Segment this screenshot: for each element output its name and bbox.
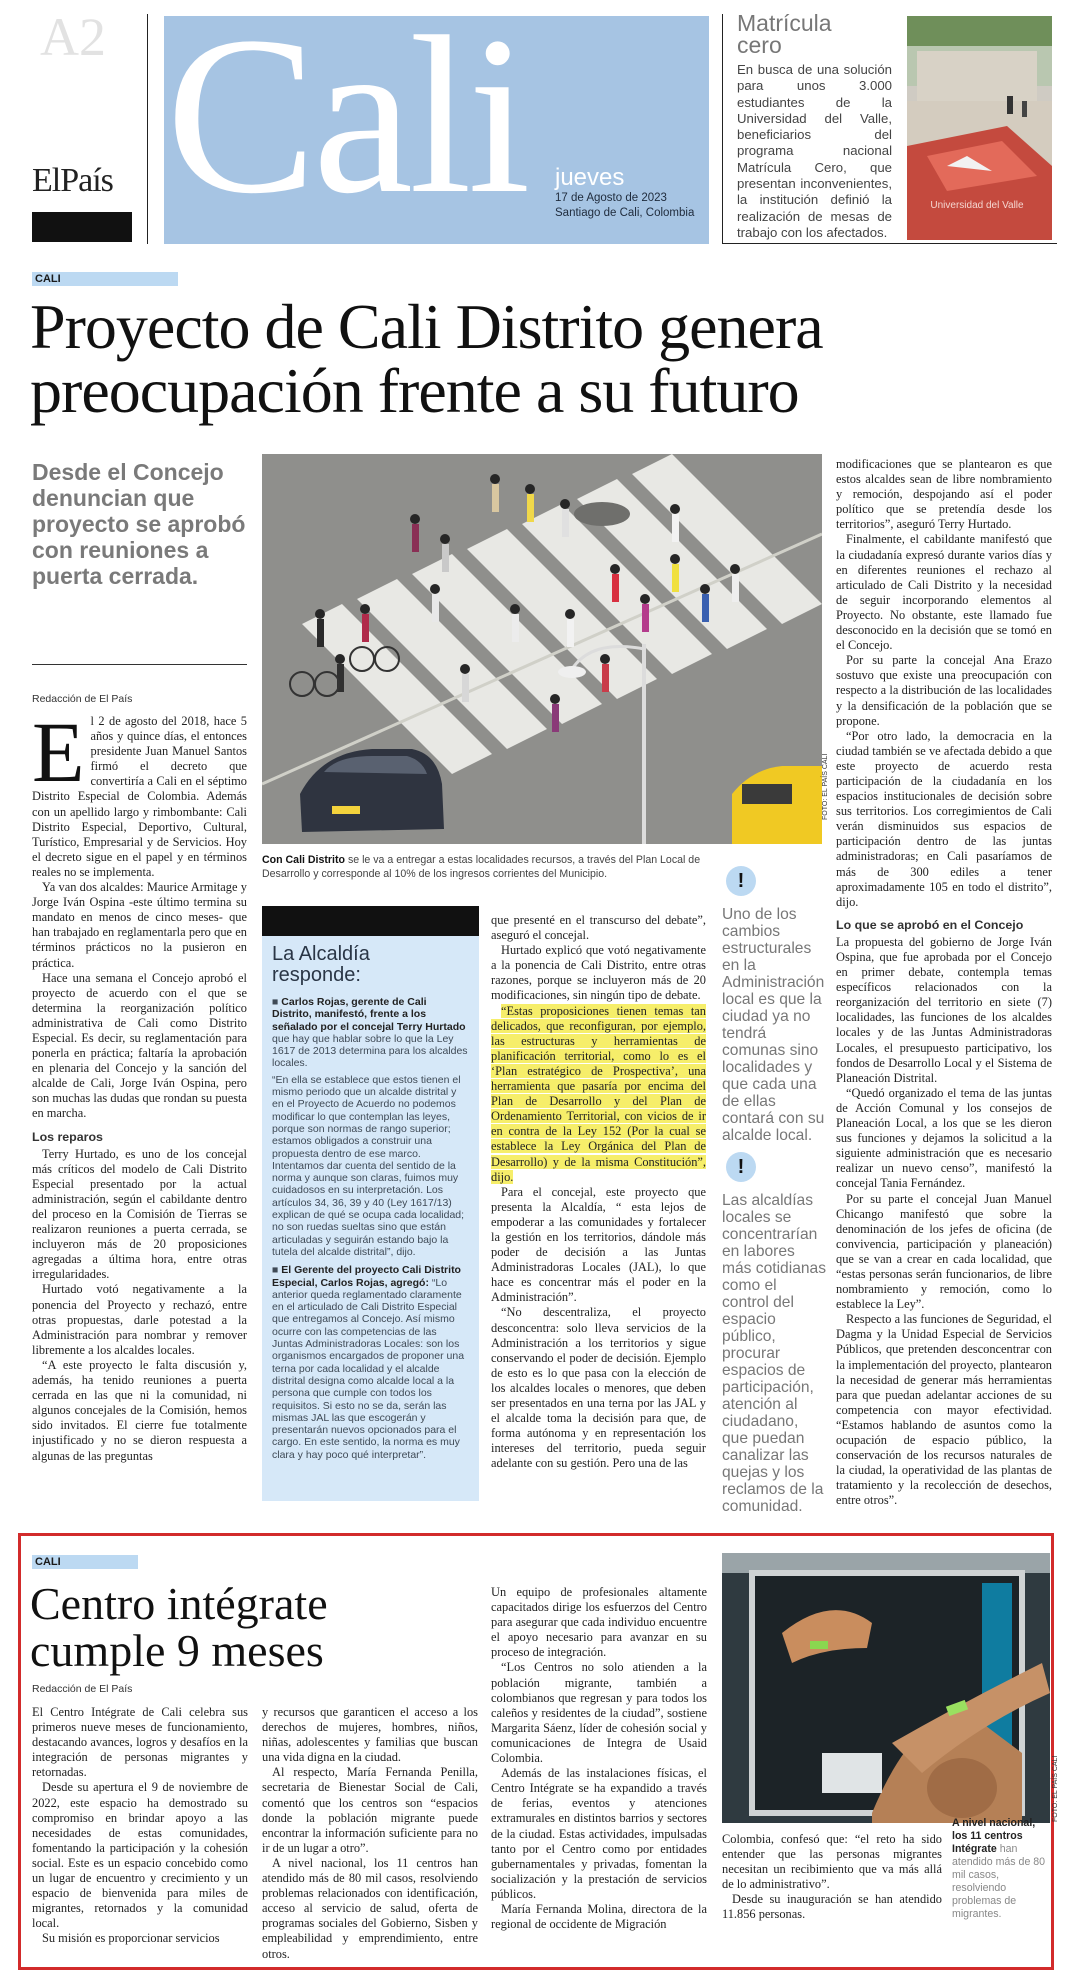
- crosswalk-photo: [262, 454, 822, 844]
- second-photo[interactable]: [722, 1553, 1050, 1823]
- teaser-title: Matrícula cero: [737, 10, 832, 58]
- masthead: [0, 0, 1080, 250]
- sign-text: Universidad del Valle: [930, 200, 1024, 211]
- second-column-2: y recursos que garanticen el acceso a los derechos de mujeres, hombres, niños, niñas, adolescentes y familias que buscan una vida digna en la ciudad. Al respecto, María Fernanda Penilla, secretaria de Bienestar Social de Cali, comentó que los centros son “espacios donde la población migrante puede encontrar la información suficiente para no ir de un lugar a otro”. A nivel nacional, los 11 centros han atendido más de 80 mil casos, resolviendo problemas relacionados con identificación, acceso al servicio de salud, oferta de programas sociales del Gobierno, Sisben y empleabilidad y emprendimiento, entre otros.: [262, 1705, 478, 1961]
- subhead-reparos: Los reparos: [32, 1129, 103, 1144]
- deck-rule: [32, 664, 247, 665]
- sidebar-header-bar: [262, 906, 479, 936]
- main-photo[interactable]: [262, 454, 822, 844]
- drop-cap: E: [32, 704, 85, 800]
- masthead-place: Santiago de Cali, Colombia: [555, 207, 695, 219]
- second-photo-caption: A nivel nacional, los 11 centros Intégrate han atendido más de 80 mil casos, resolviendo problemas de migrantes.: [952, 1817, 1046, 1920]
- masthead-day: jueves: [555, 164, 625, 191]
- sidebar-body: ■ Carlos Rojas, gerente de Cali Distrito, manifestó, frente a los señalado por el concejal Terry Hurtado que hay que hablar sobre lo que la Ley 1617 de 2013 determina para los alcaldes locales. “En ella se establece que estos tienen el mismo periodo que un alcalde distrital y en el Proyecto de Acuerdo no podemos modificar lo que contemplan las leyes, porque son normas de rango superior; estamos obligados a construir una propuesta dentro de ese marco. Intentamos dar cuenta del sentido de la norma y aunque son claras, fuimos muy cuidadosos en su interpretación. Los artículos 34, 36, 39 y 40 (Ley 1617/13) explican de qué se ocupa cada localidad; no son ruedas sueltas sino que están articuladas y seguirán estando bajo la tutela del alcalde distrital”, dijo. ■ El Gerente del proyecto Cali Distrito Especial, Carlos Rojas, agregó: “Lo anterior queda reglamentado claramente en el articulado de Cali Distrito Especial que entregamos al Concejo. Así mismo ocurre con las competencias de las Juntas Administradoras Locales: son los organismos encargados de proponer una terna por cada localidad y el alcalde distrital designa como alcalde local a la persona que cumple con todos los requisitos. Si esto no se da, serán las mismas JAL las que escogerán y presentarán nuevos opcionados para el cargo. En este sentido, la norma es muy clara y hay poco qué interpretar”.: [272, 996, 468, 1461]
- masthead-divider: [147, 14, 148, 244]
- masthead-date: 17 de Agosto de 2023: [555, 192, 667, 204]
- campus-photo: [907, 16, 1052, 240]
- migrants-photo: [722, 1553, 1050, 1823]
- article-column-1: E l 2 de agosto del 2018, hace 5 años y quince días, el entonces presidente Juan Manuel Santos firmó el decreto que convertiría a Cali en el séptimo Distrito Especial de Colombia. Además con un apellido largo y rimbombante: Cali Distrito Especial, Deportivo, Cultural, Turístico, Empresarial y de Servicios. Hoy el decreto sigue en el papel y en términos reales no se implementa. Ya van dos alcaldes: Maurice Armitage y Jorge Iván Ospina -este último termina su mandato en menos de cinco meses- que han trabajado en reglamentarla pero que en términos prácticos no la pusieron en práctica. Hace una semana el Concejo aprobó el proyecto de acuerdo con el que se determina la reorganización político administrativa de Cali como Distrito Especial. Es decir, su reglamentación para ponerla en práctica; faltaría la aprobación en plenaria del Concejo y la sanción del alcalde de Cali, Jorge Iván Ospina, pero son muchas las dudas que rondan su puesta en marcha. Los reparos Terry Hurtado, es uno de los concejal más críticos del modelo de Cali Distrito Especial presentado por la actual administración, según el cabildante dentro del proceso en la Comisión de Tierras se realizaron reuniones a puerta cerrada, se incluyeron más de 20 proposiciones agregadas a última hora, entre otras irregularidades. Hurtado votó negativamente a la ponencia del Proyecto y rechazó, entre otras propuestas, darle potestad a la Administración para nombrar y remover libremente a los alcaldes locales. “A este proyecto le falta discusión y, además, ha tenido reuniones a puerta cerrada en las que ni la comunidad, ni algunos concejales de la Comisión, hemos sido invitados. El cierre fue totalmente injustificado y no se dieron respuesta a algunas de las preguntas: [32, 704, 247, 1463]
- byline: Redacción de El País: [32, 693, 133, 705]
- photo-credit: FOTO: EL PAÍS CALI: [822, 753, 829, 820]
- section-tag: CALI: [32, 272, 178, 286]
- teaser-photo[interactable]: [907, 16, 1052, 240]
- sidebar-title: La Alcaldía responde:: [272, 943, 370, 986]
- brand-logo: ElPaís: [32, 162, 113, 199]
- photo-caption: Con Cali Distrito se le va a entregar a estas localidades recursos, a través del Plan Local de Desarrollo y corresponde al 10% de los ingresos corrientes del Municipio.: [262, 854, 701, 880]
- exclamation-icon: !: [726, 866, 756, 896]
- pull-quote-2: Las alcaldías locales se concentrarían en labores más cotidianas como el control del espacio público, procurar espacios de participación, atención al ciudadano, que puedan canalizar las quejas y los reclamos de la comunidad.: [722, 1192, 827, 1515]
- bullet-icon: ■: [272, 1264, 282, 1277]
- subhead-concejo: Lo que se aprobó en el Concejo: [836, 917, 1024, 932]
- section-banner: [164, 16, 709, 244]
- second-column-3: Un equipo de profesionales altamente capacitados dirige los esfuerzos del Centro para asegurar que cada individuo encuentre el apoyo necesario para avanzar en su proceso de integración. “Los Centros no solo atienden a la población migrante, también a colombianos que regresan y para todos los caleños y residentes de la ciudad”, sostiene Margarita Sáenz, líder de cohesión social y comunicaciones de Integra de Usaid Colombia. Además de las instalaciones físicas, el Centro Intégrate se ha expandido a través de ferias, eventos y atenciones extramurales en distintos barrios y sectores de la ciudad. Estas actividades, impulsadas tanto por el Centro como por entidades gubernamentales y privadas, fomentan la socialización y la prestación de servicios públicos. María Fernanda Molina, directora de la regional de occidente de Migración: [491, 1585, 707, 1932]
- teaser-box[interactable]: [722, 14, 723, 244]
- exclamation-icon: !: [726, 1152, 756, 1182]
- highlighted-quote: “Estas proposiciones tienen temas tan delicados, que reconfiguran, por ejemplo, las estructuras y herramientas de planificación territorial, como lo es el ‘Plan estratégico de Prospectiva’, una herramienta que pasaría por encima del Plan de Desarrollo y del Plan de Ordenamiento Territorial, con vicios de ir en contra de la Ley 152 (Por la cual se establece la Ley Orgánica del Plan de Desarrollo) y de la misma Constitución”, dijo.: [491, 1003, 706, 1184]
- teaser-text: En busca de una solución para unos 3.000 estudiantes de la Universidad del Valle, beneficiarios del programa nacional Matrícula Cero, que presentan inconvenientes, la institución definió la realización de mesas de trabajo con los afectados.: [737, 62, 892, 240]
- second-column-4: Colombia, confesó que: “el reto ha sido entender que las personas migrantes necesitan un recibimiento que va más allá de lo administrativo”. Desde su inauguración se han atendido 11.856 personas.: [722, 1832, 942, 1922]
- second-column-1: El Centro Intégrate de Cali celebra sus primeros nueve meses de funcionamiento, destacando avances, logros y desafíos en la integración de personas migrantes y retornadas. Desde su apertura el 9 de noviembre de 2022, este espacio ha demostrado su compromiso en brindar apoyo a las necesidades de estas comunidades, fomentando la participación y la cohesión social. Este es un espacio concebido como un lugar de encuentro y crecimiento y un espacio de bienvenida para miles de migrantes, retornados y la comunidad local. Su misión es proporcionar servicios: [32, 1705, 248, 1946]
- brand-bar: [32, 212, 132, 242]
- deck: Desde el Concejo denuncian que proyecto se aprobó con reuniones a puerta cerrada.: [32, 459, 246, 589]
- second-photo-credit: FOTO: EL PAÍS CALI: [1052, 1755, 1059, 1822]
- second-byline: Redacción de El País: [32, 1683, 133, 1695]
- article-column-5: modificaciones que se plantearon es que estos alcaldes sean de libre nombramiento y remoción, despojando así el poder político que se pretendía desde los territorios”, aseguró Terry Hurtado. Finalmente, el cabildante manifestó que la ciudadanía expresó durante varios días y en diferentes reuniones el rechazo al articulado de Cali Distrito y la necesidad de seguir incorporando elementos al Proyecto. No obstante, este llamado fue desconocido en la decisión que se tomó en el Concejo. Por su parte la concejal Ana Erazo sostuvo que existe una preocupación con respecto a la distribución de las localidades y la densificación de la población que se propone. “Por otro lado, la democracia en la ciudad también se ve afectada debido a que este proyecto de acuerdo resta participación de la ciudadanía en los espacios institucionales de decisión sobre sus territorios. Los corregimientos de Cali verán disminuidos sus espacios de participación dentro de las juntas administradoras; en Cali pasaríamos de más de 300 ediles a tener aproximadamente 105 en todo el distrito”, dijo. Lo que se aprobó en el Concejo La propuesta del gobierno de Jorge Iván Ospina, que fue aprobada por el Concejo en primer debate, contempla temas específicos relacionados con la reorganización del territorio en siete (7) localidades, las funciones de los alcaldes locales y de las Juntas Administradoras Locales, el presupuesto participativo, los fondos de Desarrollo Local y el Sistema de Planeación Distrital. “Quedó organizado el tema de las juntas de Acción Comunal y los consejos de Planeación Local, a los que se les dieron sus funciones y dejamos la solicitud a la siguiente administración que es necesario realizar un nuevo censo”, manifestó la concejal Tania Fernández. Por su parte el concejal Juan Manuel Chicango manifestó que sobre la denominación de los jefes de oficina (de convivencia, participación y planeación) que se van a crear en cada localidad, que “estas personas serán funcionarios, de libre nombramiento y remoción, como lo establece la Ley”. Respecto a las funciones de Seguridad, el Dagma y la Unidad Especial de Servicios Públicos, que pretenden desconcentrar con la implementación del proyecto, plantearon la necesidad de generar más herramientas para que puedan adelantar acciones de su competencia con mayor efectividad. “Estamos hablando de asuntos como la ocupación de espacio público, la conservación de los recursos naturales de la ciudad, la operatividad de las plantas de tratamiento y la recolección de desechos, entre otros”.: [836, 457, 1052, 1508]
- page-number: A2: [40, 7, 106, 67]
- sidebar-box: [262, 906, 479, 1501]
- second-headline: Centro intégrate cumple 9 meses: [30, 1578, 328, 1676]
- bullet-icon: ■: [272, 996, 282, 1008]
- headline: Proyecto de Cali Distrito genera preocupación frente a su futuro: [30, 291, 823, 426]
- section-title: Cali: [166, 16, 527, 240]
- pull-quote-1: Uno de los cambios estructurales en la Administración local es que la ciudad ya no tendrá comunas sino localidades y que cada una de ellas contará con su alcalde local.: [722, 906, 825, 1144]
- article-column-3: que presenté en el transcurso del debate”, aseguró el concejal. Hurtado explicó que votó negativamente a la ponencia de Cali Distrito, entre otras razones, porque se incluyeron más de 20 modificaciones, sin ningún tipo de debate. “Estas proposiciones tienen temas tan delicados, que reconfiguran, por ejemplo, las estructuras y herramientas de planificación territorial, como lo es el ‘Plan estratégico de Prospectiva’, una herramienta que pasaría por encima del Plan de Desarrollo y del Plan de Ordenamiento Territorial, con vicios de ir en contra de la Ley 152 (Por la cual se establece la Ley Orgánica del Plan de Desarrollo) y de la misma Constitución”, dijo. Para el concejal, este proyecto que presenta la Alcaldía, “ esta lejos de empoderar a las comunidades y fortalecer la gestión en los territorios, dándole más poder de decisión a las Juntas Administradoras Locales (JAL), lo que hace es concentrar más el poder en la Administración”. “No descentraliza, el proyecto desconcentra: solo lleva servicios de la Administración a los territorios y sigue conservando el poder de decisión. Ejemplo de esto es lo que pasa con la elección de los alcaldes locales o menores, que deben ser presentados en una terna por las JAL y el alcalde toma la decisión para que, de forma autónoma y en representación los intereses del territorio, pueda seguir adelante con su gestión. Pero una de las: [491, 913, 706, 1471]
- second-section-tag: CALI: [32, 1555, 138, 1569]
